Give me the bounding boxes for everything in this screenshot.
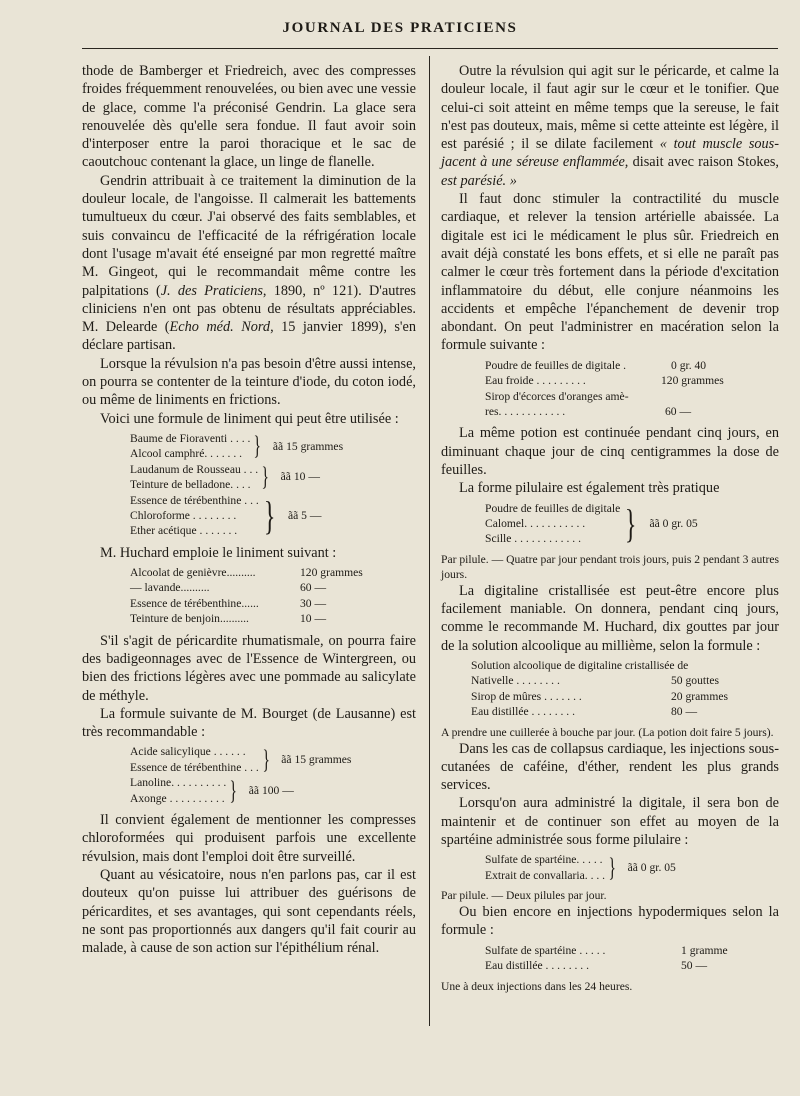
paragraph: Il convient également de mentionner les compresses chloroformées qui produisent parfois une excellente révulsion, mais dont l'emploi doit être surveillé. xyxy=(82,812,416,865)
formula-pilulaire: Poudre de feuilles de digitale Calomel. . . . . . . . . . . Scille . . . . . . . . . . . . } ãã 0 gr. 05 xyxy=(485,500,698,546)
paragraph: Dans les cas de collapsus cardiaque, les injections sous-cutanées de caféine, d'éther, rendent les plus grands services. xyxy=(441,740,779,794)
formula-group: Essence de térébenthine . . . Chloroforme . . . . . . . . Ether acétique . . . . . . . } ãã 5 — xyxy=(130,492,322,538)
formula-digitale-maceration: Poudre de feuilles de digitale . 0 gr. 40 Eau froide . . . . . . . . . 120 grammes Sirop d'écorces d'oranges amè- res. . . . . . . . . . . . 60 — xyxy=(485,358,724,418)
formula-bourget xyxy=(130,744,416,806)
running-title: JOURNAL DES PRATICIENS xyxy=(282,20,518,36)
paragraph: Lorsque la révulsion n'a pas besoin d'être aussi intense, on pourra se contenter de la teinture d'iode, du coton iodé, ou même de liniments en frictions. xyxy=(82,355,416,409)
formula-group: Laudanum de Rousseau . . . Teinture de belladone. . . . } ãã 10 — xyxy=(130,462,320,492)
formula-note: A prendre une cuillerée à bouche par jour. (La potion doit faire 5 jours). xyxy=(441,725,774,739)
formula-note: Par pilule. — Quatre par jour pendant trois jours, puis 2 pendant 3 autres jours. xyxy=(441,552,779,581)
paragraph: S'il s'agit de péricardite rhumatismale, on pourra faire des badigeonnages avec de l'Essence de Wintergreen, ou bien des frictions légères avec une pommade au salicylate de méthyle. xyxy=(82,632,416,704)
paragraph: La même potion est continuée pendant cinq jours, en diminuant chaque jour de cinq centigrammes la dose de feuilles. xyxy=(441,425,779,478)
paragraph: Outre la révulsion qui agit sur le péricarde, et calme la douleur locale, il faut agir sur le cœur et le tonifier. Que celui-ci soit atteint en même temps que la sereuse, le fait n'est pas douteux, mais, même si cette atteinte est légère, il est parésié ; il se dilate facilement « tout muscle sous-jacent à une séreuse enflammée, disait avec raison Stokes, est parésié. » xyxy=(441,63,780,189)
paragraph: La forme pilulaire est également très pratique xyxy=(459,480,720,497)
right-column xyxy=(441,62,779,994)
formula-group: Baume de Fioraventi . . . . Alcool camphré. . . . . . . } ãã 15 grammes xyxy=(130,431,344,461)
paragraph: M. Huchard emploie le liniment suivant : xyxy=(100,544,337,561)
header-rule xyxy=(82,48,778,49)
formula-sparteine-injection: Sulfate de spartéine . . . . . 1 gramme Eau distillée . . . . . . . . 50 — xyxy=(485,943,728,973)
formula-liniment xyxy=(130,431,416,539)
column-divider xyxy=(429,56,430,1026)
paragraph: Voici une formule de liniment qui peut être utilisée : xyxy=(100,410,399,427)
left-column xyxy=(82,62,416,957)
paragraph: Lorsqu'on aura administré la digitale, il sera bon de maintenir et de continuer son effet au moyen de la spartéine administrée sous forme pilulaire : xyxy=(441,795,779,849)
paragraph: Ou bien encore en injections hypodermiques selon la formule : xyxy=(441,904,779,939)
formula-huchard: Alcoolat de genièvre.......... 120 grammes — lavande.......... 60 — Essence de térébenthine...... 30 — Teinture de benjoin.......... 10 — xyxy=(130,566,363,626)
formula-note: Par pilule. — Deux pilules par jour. xyxy=(441,889,607,903)
paragraph: La digitaline cristallisée est peut-être encore plus facilement maniable. On donnera, pendant cinq jours, comme le recommande M. Huchard, dix gouttes par jour de la solution alcoolique au millième, selon la formule : xyxy=(441,582,779,654)
formula-digitaline: Solution alcoolique de digitaline cristallisée de Nativelle . . . . . . . . 50 gouttes Sirop de mûres . . . . . . . 20 grammes Eau distillée . . . . . . . . 80 — xyxy=(471,658,728,719)
formula-sparteine-pilule: Sulfate de spartéine. . . . . Extrait de convallaria. . . . } ãã 0 gr. 05 xyxy=(485,852,676,882)
paragraph: La formule suivante de M. Bourget (de Lausanne) est très recommandable : xyxy=(82,705,416,741)
paragraph: Quant au vésicatoire, nous n'en parlons pas, car il est douteux qu'on puisse lui attribuer des guérisons de péricardites, et ses avantages, qui sont cependants réels, ne sont pas proportionnés aux dangers qu'il fait courir au malade, à cause de son action sur l'épithélium rénal. xyxy=(82,867,416,957)
paragraph: Il faut donc stimuler la contractilité du muscle cardiaque, et relever la tension artérielle abaissée. La digitale est ici le médicament le plus sûr. Friedreich en avait déjà constaté les bons effets, et si elle ne paraît pas calmer le cœur très fortement dans la période d'excitation inflammatoire du début, elle conjure néanmoins les accidents et empêche l'épanchement de devenir trop abondant. On peut l'administrer en macération selon la formule suivante : xyxy=(441,191,779,354)
formula-group: Lanoline. . . . . . . . . . Axonge . . . . . . . . . . } ãã 100 — xyxy=(130,775,294,805)
paragraph: thode de Bamberger et Friedreich, avec des compresses froides fréquemment renouvelées, ou bien avec une vessie de glace, comme l'a préconisé Gendrin. La glace sera renouvelée dès qu'elle sera fondue. Il faut avoir soin d'interposer entre la paroi thoracique et le sac de caoutchouc contenant la glace, un linge de flanelle. xyxy=(82,63,416,171)
paragraph: Gendrin attribuait à ce traitement la diminution de la douleur locale, de l'angoisse. Il calmerait les battements tumultueux du cœur. J'ai observé des faits semblables, et suis convaincu de l'efficacité de la réfrigération locale dont l'usage m'avait été enseigné par mon regretté maître M. Gingeot, qui le recommandait même contre les palpitations (J. des Praticiens, 1890, nº 121). D'autres cliniciens n'en ont pas obtenu de résultats appréciables. M. Delearde (Echo méd. Nord, 15 janvier 1899), s'en déclare partisan. xyxy=(82,172,416,354)
formula-note: Une à deux injections dans les 24 heures. xyxy=(441,979,633,993)
formula-group: Acide salicylique . . . . . . Essence de térébenthine . . . } ãã 15 grammes xyxy=(130,744,352,774)
